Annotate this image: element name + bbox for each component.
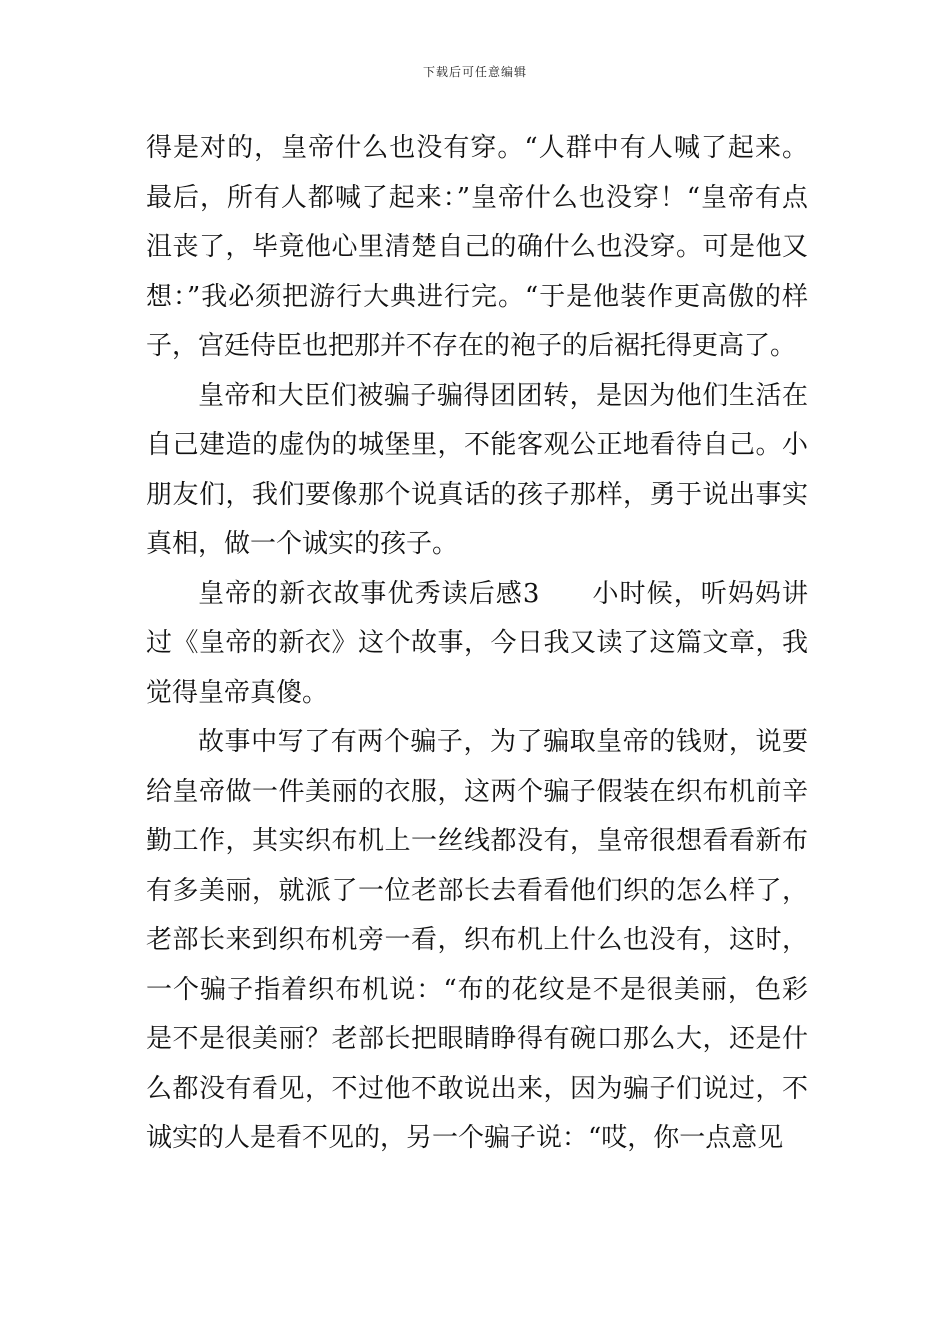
document-body <box>146 124 808 1164</box>
paragraph-3 <box>146 570 808 719</box>
paragraph-4: 故事中写了有两个骗子，为了骗取皇帝的钱财，说要给皇帝做一件美丽的衣服，这两个骗子假装在织布机前辛勤工作，其实织布机上一丝线都没有，皇帝很想看看新布有多美丽，就派了一位老部长去看看他们织的怎么样了，老部长来到织布机旁一看，织布机上什么也没有，这时，一个骗子指着织布机说：“布的花纹是不是很美丽，色彩是不是很美丽？老部长把眼睛睁得有碗口那么大，还是什么都没有看见，不过他不敢说出来，因为骗子们说过，不诚实的人是看不见的，另一个骗子说：“哎，你一点意见 <box>146 727 808 1153</box>
section-title: 皇帝的新衣故事优秀读后感3 <box>198 578 540 609</box>
paragraph-3-text: 小时候，听妈妈讲过《皇帝的新衣》这个故事，今日我又读了这篇文章，我觉得皇帝真傻。 <box>146 578 808 708</box>
paragraph-2: 皇帝和大臣们被骗子骗得团团转，是因为他们生活在自己建造的虚伪的城堡里，不能客观公正地看待自己。小朋友们，我们要像那个说真话的孩子那样，勇于说出事实真相，做一个诚实的孩子。 <box>146 380 808 559</box>
page-header: 下载后可任意编辑 <box>422 65 527 79</box>
paragraph-1: 得是对的，皇帝什么也没有穿。“人群中有人喊了起来。最后，所有人都喊了起来：”皇帝什么也没穿！“皇帝有点沮丧了，毕竟他心里清楚自己的确什么也没穿。可是他又想：”我必须把游行大典进行完。“于是他装作更高傲的样子，宫廷侍臣也把那并不存在的袍子的后裾托得更高了。 <box>146 133 808 361</box>
